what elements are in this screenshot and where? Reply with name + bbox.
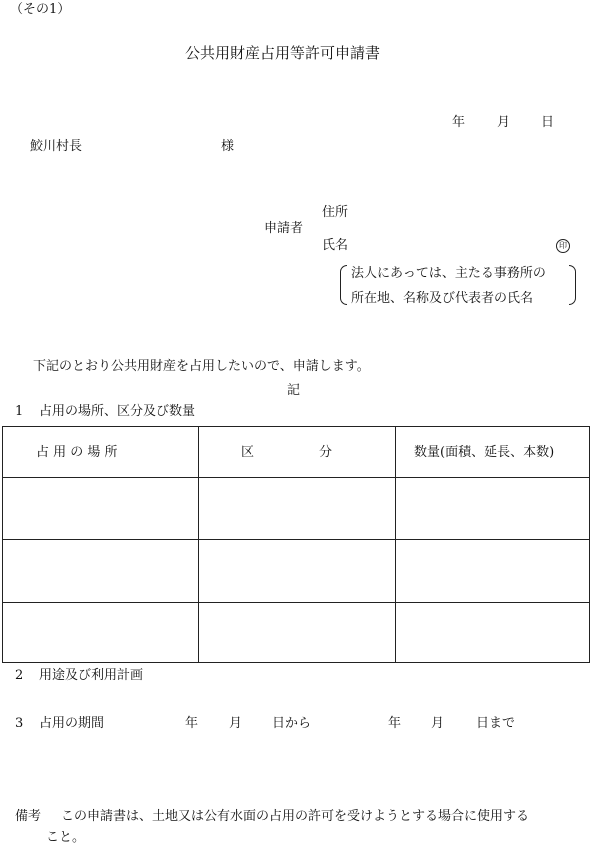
date-month-label: 月 [497, 115, 511, 130]
section2-title: 用途及び利用計画 [39, 668, 144, 683]
period-from-month: 月 [229, 716, 243, 731]
table-cell-location[interactable] [3, 478, 198, 539]
bracket-left-icon [340, 265, 347, 305]
period-from-day: 日から [272, 716, 312, 731]
addressee-name: 鮫川村長 [30, 139, 83, 154]
section1-number: 1 [15, 404, 24, 419]
column-header-category: 区 分 [241, 445, 333, 460]
table-cell-quantity[interactable] [396, 603, 589, 662]
remarks-line2: こと。 [46, 830, 86, 845]
applicant-note-line1: 法人にあっては、主たる事務所の [351, 266, 546, 281]
table-cell-location[interactable] [3, 540, 198, 602]
remarks-label: 備考 [15, 809, 42, 824]
address-label: 住所 [322, 205, 349, 220]
section2-number: 2 [15, 668, 24, 683]
remarks-line1: この申請書は、土地又は公有水面の占用の許可を受けようとする場合に使用する [61, 809, 530, 824]
section3-number: 3 [15, 716, 24, 731]
period-to-year: 年 [388, 716, 402, 731]
addressee-honorific: 様 [221, 139, 235, 154]
column-header-location: 占 用 の 場 所 [36, 445, 118, 460]
table-cell-category[interactable] [199, 478, 395, 539]
period-to-day: 日まで [476, 716, 516, 731]
period-from-year: 年 [185, 716, 199, 731]
ki-label: 記 [287, 383, 301, 398]
date-day-label: 日 [541, 115, 555, 130]
table-cell-quantity[interactable] [396, 478, 589, 539]
table-cell-category[interactable] [199, 540, 395, 602]
table-cell-quantity[interactable] [396, 540, 589, 602]
period-to-month: 月 [431, 716, 445, 731]
applicant-label: 申請者 [264, 221, 304, 236]
column-header-quantity: 数量(面積、延長、本数) [414, 445, 555, 460]
table-cell-category[interactable] [199, 603, 395, 662]
applicant-note-line2: 所在地、名称及び代表者の氏名 [351, 291, 534, 306]
name-label: 氏名 [322, 238, 349, 253]
intro-text: 下記のとおり公共用財産を占用したいので、申請します。 [33, 359, 370, 374]
form-number: （その1） [10, 2, 71, 17]
section1-title: 占用の場所、区分及び数量 [39, 404, 196, 419]
date-year-label: 年 [452, 115, 466, 130]
occupancy-table [2, 426, 590, 663]
form-title: 公共用財産占用等許可申請書 [185, 44, 381, 62]
table-cell-location[interactable] [3, 603, 198, 662]
section3-title: 占用の期間 [39, 716, 105, 731]
seal-icon: 印 [556, 239, 570, 253]
bracket-right-icon [569, 265, 576, 305]
